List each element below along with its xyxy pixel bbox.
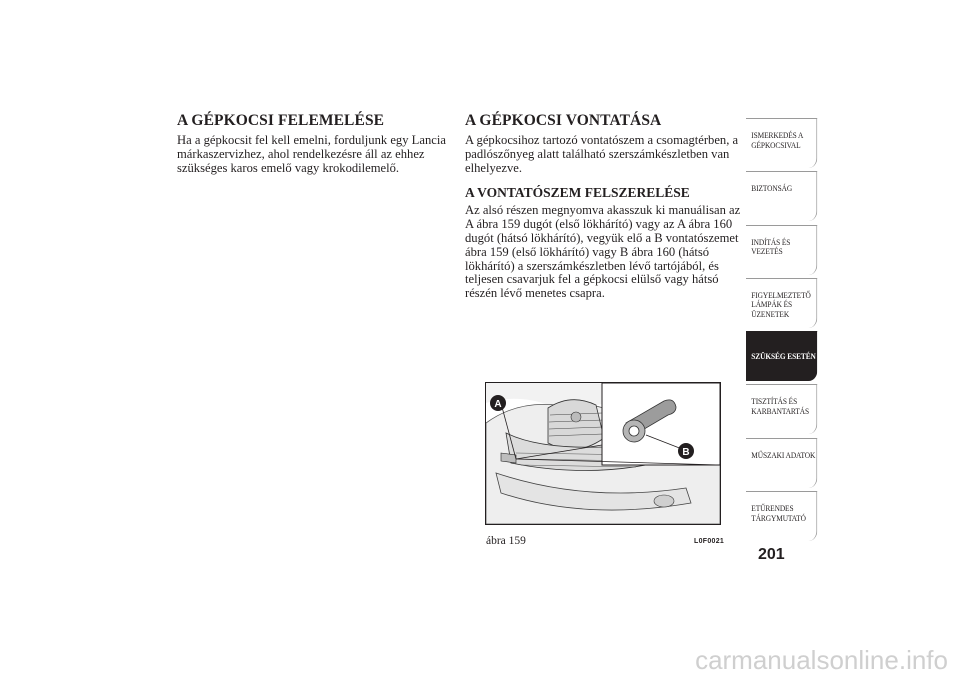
figure-front-bumper-towing-eye — [485, 382, 721, 525]
text-line: ábra 159 (első lökhárító) vagy B ábra 160 (hátsó — [465, 244, 710, 259]
chapter-tabs — [746, 118, 818, 544]
tab-technical-data[interactable] — [746, 438, 817, 488]
callout-a-label: A — [494, 399, 502, 410]
text-line: lökhárító) a szerszámkészletben lévő tartójából, és — [465, 258, 719, 273]
section-title-lifting: A GÉPKOCSI FELEMELÉSE — [177, 112, 385, 129]
text-line: szükséges karos emelő vagy krokodilemelő. — [177, 160, 400, 175]
figure-code: L0F0021 — [694, 538, 725, 545]
tab-emergency[interactable] — [746, 331, 817, 381]
tab-label: BIZTONSÁG — [751, 184, 793, 194]
subsection-title-towing-eye: A VONTATÓSZEM FELSZERELÉSE — [465, 185, 690, 201]
text-line: Az alsó részen megnyomva akasszuk ki manuálisan az — [465, 203, 741, 218]
tab-label: ETŰRENDES TÁRGYMUTATÓ — [751, 504, 806, 523]
text-line: A ábra 159 dugót (első lökhárító) vagy az A ábra 160 — [465, 217, 733, 232]
tab-getting-to-know[interactable] — [746, 118, 817, 168]
tab-label: ISMERKEDÉS A GÉPKOCSIVAL — [751, 131, 804, 150]
figure-caption: ábra 159 — [486, 535, 526, 547]
text-line: részén lévő menetes csapra. — [465, 286, 605, 301]
tab-label: INDÍTÁS ÉS VEZETÉS — [751, 237, 791, 257]
towing-intro-paragraph — [465, 134, 745, 175]
tab-safety[interactable] — [746, 171, 817, 221]
section-title-towing: A GÉPKOCSI VONTATÁSA — [465, 112, 662, 129]
text-line: padlószőnyeg alatt található szerszámkészletben van — [465, 146, 730, 161]
lifting-paragraph — [177, 134, 452, 175]
bumper-illustration — [486, 383, 720, 524]
tab-label: SZÜKSÉG ESETÉN — [751, 352, 816, 362]
text-line: A gépkocsihoz tartozó vontatószem a csomagtérben, a — [465, 133, 739, 147]
tab-index[interactable] — [746, 491, 817, 541]
text-line: dugót (hátsó lökhárító), vegyük elő a B vontatószemet — [465, 230, 739, 245]
tab-label: FIGYELMEZTETŐ LÁMPÁK ÉS ÜZENETEK — [751, 290, 811, 320]
tab-maintenance[interactable] — [746, 384, 817, 434]
section-towing — [465, 112, 745, 301]
text-line: elhelyezve. — [465, 160, 522, 175]
callout-b-label: B — [682, 447, 690, 458]
section-lifting — [177, 112, 452, 175]
tab-label: TISZTÍTÁS ÉS KARBANTARTÁS — [751, 397, 809, 417]
tab-warning-lights[interactable] — [746, 278, 817, 328]
watermark: carmanualsonline.info — [695, 645, 948, 675]
text-line: teljesen csavarjuk fel a gépkocsi elülső vagy hátsó — [465, 272, 719, 287]
text-line: Ha a gépkocsit fel kell emelni, forduljunk egy Lancia — [177, 133, 446, 147]
page-number: 201 — [758, 546, 785, 563]
towing-eye-paragraph — [465, 204, 745, 301]
text-line: márkaszervizhez, ahol rendelkezésre áll az ehhez — [177, 146, 425, 161]
tab-label: MŰSZAKI ADATOK — [751, 450, 816, 460]
tab-starting-driving[interactable] — [746, 225, 817, 275]
